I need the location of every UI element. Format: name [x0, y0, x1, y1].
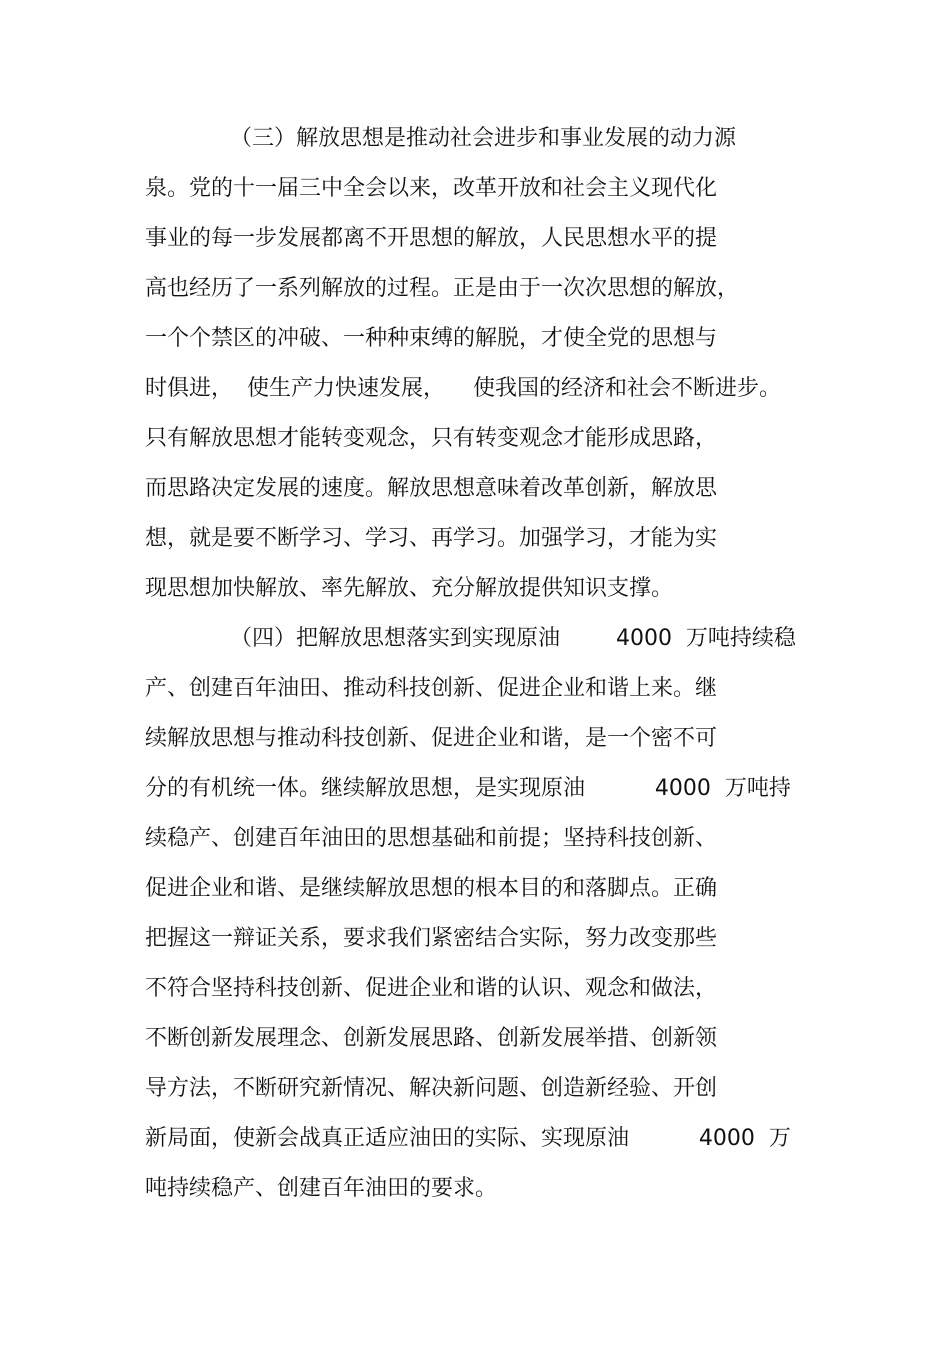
paragraph-3-line-3: 事业的每一步发展都离不开思想的解放，人民思想水平的提 — [145, 226, 718, 251]
paragraph-3-line-1: （三）解放思想是推动社会进步和事业发展的动力源 — [230, 126, 737, 151]
paragraph-4-line-3: 续解放思想与推动科技创新、促进企业和谐，是一个密不可 — [145, 726, 718, 751]
paragraph-3-line-8: 而思路决定发展的速度。解放思想意味着改革创新，解放思 — [145, 476, 718, 501]
paragraph-3-line-10: 现思想加快解放、率先解放、充分解放提供知识支撑。 — [145, 576, 674, 601]
paragraph-4-line-7: 把握这一辩证关系，要求我们紧密结合实际，努力改变那些 — [145, 926, 718, 951]
paragraph-4-line-11: 新局面，使新会战真正适应油田的实际、实现原油 4000 万 — [145, 1126, 791, 1151]
paragraph-3-line-4: 高也经历了一系列解放的过程。正是由于一次次思想的解放， — [145, 276, 740, 301]
paragraph-4-line-6: 促进企业和谐、是继续解放思想的根本目的和落脚点。正确 — [145, 876, 718, 901]
paragraph-4-line-10: 导方法，不断研究新情况、解决新问题、创造新经验、开创 — [145, 1076, 718, 1101]
paragraph-3-line-2: 泉。党的十一届三中全会以来，改革开放和社会主义现代化 — [145, 176, 718, 201]
paragraph-3-line-5: 一个个禁区的冲破、一种种束缚的解脱，才使全党的思想与 — [145, 326, 718, 351]
paragraph-4-line-1: （四）把解放思想落实到实现原油 4000 万吨持续稳 — [230, 626, 796, 651]
paragraph-4-line-2: 产、创建百年油田、推动科技创新、促进企业和谐上来。继 — [145, 676, 718, 701]
paragraph-3-line-7: 只有解放思想才能转变观念，只有转变观念才能形成思路， — [145, 426, 718, 451]
paragraph-4-line-9: 不断创新发展理念、创新发展思路、创新发展举措、创新领 — [145, 1026, 718, 1051]
paragraph-4-line-4: 分的有机统一体。继续解放思想，是实现原油 4000 万吨持 — [145, 776, 791, 801]
paragraph-3-line-9: 想，就是要不断学习、学习、再学习。加强学习，才能为实 — [145, 526, 718, 551]
paragraph-4-line-8: 不符合坚持科技创新、促进企业和谐的认识、观念和做法， — [145, 976, 718, 1001]
paragraph-4-line-12: 吨持续稳产、创建百年油田的要求。 — [145, 1176, 498, 1201]
paragraph-4-line-5: 续稳产、创建百年油田的思想基础和前提；坚持科技创新、 — [145, 826, 718, 851]
paragraph-3-line-6: 时俱进， 使生产力快速发展， 使我国的经济和社会不断进步。 — [145, 376, 781, 401]
